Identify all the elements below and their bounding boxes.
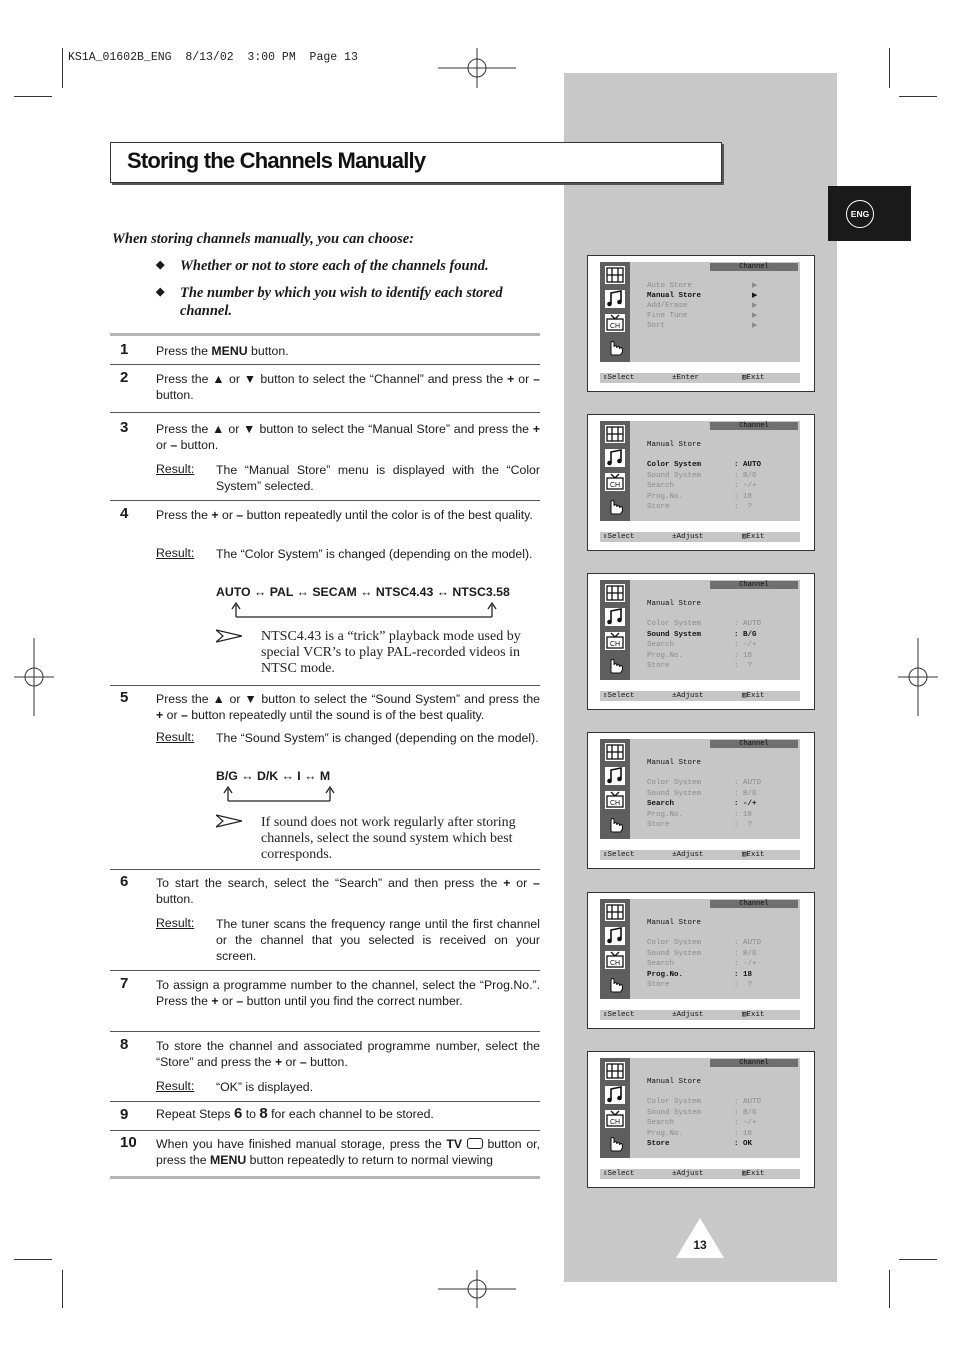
right-arrow-icon: ▶ bbox=[752, 312, 758, 319]
step-text: Repeat Steps 6 to 8 for each channel to be stored. bbox=[156, 1105, 434, 1122]
osd-footer-hint: ▥Exit bbox=[742, 1011, 765, 1019]
sound-icon bbox=[603, 447, 627, 469]
osd-row-label: Prog.No. bbox=[647, 970, 684, 979]
osd-menu-item: Manual Store bbox=[647, 292, 702, 300]
result-text: The “Manual Store” menu is displayed with the “Color System” selected. bbox=[216, 463, 540, 493]
svg-text:CH: CH bbox=[609, 482, 621, 489]
step-text: Press the MENU button. bbox=[156, 344, 289, 358]
step-number: 5 bbox=[120, 689, 129, 706]
osd-row-label: Store bbox=[647, 503, 670, 511]
result-label: Result: bbox=[156, 916, 195, 930]
osd-screen bbox=[587, 1051, 815, 1188]
step-divider bbox=[110, 970, 540, 971]
osd-row-label: Store bbox=[647, 981, 670, 989]
osd-menu-area bbox=[600, 899, 800, 999]
picture-icon bbox=[603, 901, 627, 923]
osd-row-label: Sound System bbox=[647, 789, 702, 798]
cycle-arrow bbox=[228, 601, 500, 619]
svg-text:CH: CH bbox=[609, 800, 621, 807]
osd-menu-item: Auto Store bbox=[647, 282, 693, 290]
osd-icon-column bbox=[600, 421, 630, 521]
osd-row-label: Store bbox=[647, 1140, 670, 1148]
osd-row-label: Search bbox=[647, 800, 675, 808]
bullet-icon: ◆ bbox=[156, 259, 165, 271]
osd-row-value: : B/G bbox=[734, 630, 757, 639]
osd-row-value: : ? bbox=[734, 821, 753, 829]
osd-row-value: : 18 bbox=[734, 492, 753, 501]
channel-icon bbox=[603, 312, 627, 334]
note-text: NTSC4.43 is a “trick” playback mode used by special VCR’s to play PAL-recorded videos in NTSC mode. bbox=[261, 629, 521, 676]
registration-mark-right bbox=[898, 638, 938, 716]
result-text: “OK” is displayed. bbox=[216, 1080, 314, 1094]
osd-footer-hint: ▥Exit bbox=[742, 851, 765, 859]
osd-row-value: : AUTO bbox=[734, 1098, 762, 1106]
bullet-icon: ◆ bbox=[156, 286, 165, 298]
intro bbox=[112, 231, 542, 319]
osd-row-label: Sound System bbox=[647, 949, 702, 958]
osd-row-label: Prog.No. bbox=[647, 651, 684, 660]
step-number: 4 bbox=[120, 505, 129, 522]
step-divider bbox=[110, 364, 540, 365]
print-slug: KS1A_01602B_ENG 8/13/02 3:00 PM Page 13 bbox=[68, 51, 358, 64]
osd-icon-column bbox=[600, 580, 630, 680]
osd-header: Channel bbox=[710, 740, 798, 748]
osd-footer-hint: ±Adjust bbox=[672, 1170, 704, 1178]
steps-bottom-rule bbox=[110, 1176, 540, 1179]
osd-row-value: : -/+ bbox=[734, 641, 757, 649]
step-divider bbox=[110, 412, 540, 413]
osd-header: Channel bbox=[710, 263, 798, 271]
svg-text:CH: CH bbox=[609, 641, 621, 648]
language-tab bbox=[828, 186, 911, 241]
osd-footer-hint: ±Adjust bbox=[672, 533, 704, 541]
channel-icon bbox=[603, 1108, 627, 1130]
osd-row-value: : B/G bbox=[734, 789, 757, 798]
osd-row-value: : B/G bbox=[734, 949, 757, 958]
channel-icon bbox=[603, 630, 627, 652]
step-number: 1 bbox=[120, 341, 129, 358]
osd-menu-item: Add/Erase bbox=[647, 302, 688, 310]
osd-row-value: : AUTO bbox=[734, 620, 762, 628]
step-divider bbox=[110, 685, 540, 686]
crop-mark bbox=[899, 1259, 937, 1260]
picture-icon bbox=[603, 741, 627, 763]
osd-row-label: Color System bbox=[647, 1098, 702, 1106]
step-divider bbox=[110, 1101, 540, 1102]
osd-header: Channel bbox=[710, 1059, 798, 1067]
osd-screen bbox=[587, 892, 815, 1029]
step-text: To store the channel and associated programme number, select the “Store” and press the + or – button. bbox=[156, 1039, 540, 1069]
osd-header: Channel bbox=[710, 422, 798, 430]
step-divider bbox=[110, 1130, 540, 1131]
crop-mark bbox=[889, 48, 890, 88]
osd-icon-column bbox=[600, 1058, 630, 1158]
sound-icon bbox=[603, 606, 627, 628]
picture-icon bbox=[603, 264, 627, 286]
result-label: Result: bbox=[156, 546, 195, 560]
osd-footer-hint: ▥Exit bbox=[742, 533, 765, 541]
osd-row-label: Search bbox=[647, 1119, 675, 1127]
picture-icon bbox=[603, 582, 627, 604]
osd-row-label: Search bbox=[647, 482, 675, 490]
osd-row-label: Color System bbox=[647, 939, 702, 947]
step-divider bbox=[110, 500, 540, 501]
osd-menu-area bbox=[600, 1058, 800, 1158]
osd-menu-area bbox=[600, 739, 800, 839]
sound-system-sequence: B/G ↔ D/K ↔ I ↔ M bbox=[216, 769, 331, 783]
step-number: 3 bbox=[120, 419, 129, 436]
step-number: 8 bbox=[120, 1036, 129, 1053]
osd-footer-hint: ⇕Select bbox=[603, 374, 635, 382]
right-arrow-icon: ▶ bbox=[752, 282, 758, 289]
osd-footer-hint: ±Enter bbox=[672, 374, 700, 382]
svg-text:CH: CH bbox=[609, 323, 621, 330]
step-number: 6 bbox=[120, 873, 129, 890]
osd-row-value: : B/G bbox=[734, 1108, 757, 1117]
result-label: Result: bbox=[156, 730, 195, 744]
page-title: Storing the Channels Manually bbox=[127, 148, 426, 173]
result-label: Result: bbox=[156, 1079, 195, 1093]
osd-row-value: : 18 bbox=[734, 970, 753, 979]
osd-row-label: Prog.No. bbox=[647, 1129, 684, 1138]
osd-footer-hint: ⇕Select bbox=[603, 692, 635, 700]
step-number: 7 bbox=[120, 975, 129, 992]
osd-icon-column bbox=[600, 899, 630, 999]
crop-mark bbox=[14, 96, 52, 97]
osd-row-label: Sound System bbox=[647, 1108, 702, 1117]
picture-icon bbox=[603, 1060, 627, 1082]
osd-footer-hint: ⇕Select bbox=[603, 533, 635, 541]
intro-bullet: Whether or not to store each of the channels found. bbox=[180, 258, 489, 274]
osd-row-label: Sound System bbox=[647, 471, 702, 480]
osd-footer-hint: ▥Exit bbox=[742, 374, 765, 382]
osd-row-label: Search bbox=[647, 641, 675, 649]
osd-footer-hint: ▥Exit bbox=[742, 692, 765, 700]
osd-footer bbox=[600, 691, 800, 701]
registration-mark-top bbox=[438, 48, 516, 88]
color-system-sequence: AUTO ↔ PAL ↔ SECAM ↔ NTSC4.43 ↔ NTSC3.58 bbox=[216, 585, 510, 599]
step-text: When you have finished manual storage, press the TV button or, press the MENU button repeatedly to return to normal viewing bbox=[156, 1137, 541, 1167]
crop-mark bbox=[62, 48, 63, 88]
osd-screen bbox=[587, 414, 815, 551]
osd-row-value: : 18 bbox=[734, 1129, 753, 1138]
osd-row-value: : ? bbox=[734, 503, 753, 511]
channel-icon bbox=[603, 789, 627, 811]
step-number: 2 bbox=[120, 369, 129, 386]
right-arrow-icon: ▶ bbox=[752, 302, 758, 309]
page-number: 13 bbox=[693, 1238, 707, 1252]
step-number: 9 bbox=[120, 1106, 129, 1123]
osd-row-label: Prog.No. bbox=[647, 810, 684, 819]
registration-mark-bottom bbox=[438, 1270, 516, 1308]
osd-subtitle: Manual Store bbox=[647, 919, 702, 927]
osd-footer bbox=[600, 850, 800, 860]
result-text: The “Color System” is changed (depending on the model). bbox=[216, 547, 533, 561]
setup-hand-icon bbox=[603, 813, 627, 835]
step-text: Press the ▲ or ▼ button to select the “Manual Store” and press the + or – button. bbox=[156, 422, 540, 452]
step-text: To start the search, select the “Search” and then press the + or – button. bbox=[156, 876, 540, 906]
osd-row-label: Prog.No. bbox=[647, 492, 684, 501]
sound-icon bbox=[603, 765, 627, 787]
step-text: Press the ▲ or ▼ button to select the “Sound System” and press the + or – button repeatedly until the sound is of the best quality. bbox=[156, 692, 540, 722]
osd-footer bbox=[600, 1169, 800, 1179]
osd-header: Channel bbox=[710, 900, 798, 908]
osd-footer-hint: ±Adjust bbox=[672, 851, 704, 859]
osd-row-value: : -/+ bbox=[734, 482, 757, 490]
osd-row-label: Color System bbox=[647, 620, 702, 628]
setup-hand-icon bbox=[603, 495, 627, 517]
result-text: The tuner scans the frequency range until the first channel or the channel that you selected is received on your screen. bbox=[216, 917, 540, 963]
osd-menu-area bbox=[600, 262, 800, 362]
svg-text:CH: CH bbox=[609, 1119, 621, 1126]
osd-screen bbox=[587, 573, 815, 710]
note-pointer-icon bbox=[216, 814, 242, 828]
result-label: Result: bbox=[156, 462, 195, 476]
step-text: To assign a programme number to the channel, select the “Prog.No.”. Press the + or – button until you find the correct number. bbox=[156, 978, 540, 1008]
osd-icon-column bbox=[600, 262, 630, 362]
setup-hand-icon bbox=[603, 973, 627, 995]
osd-row-label: Sound System bbox=[647, 630, 702, 639]
steps-top-rule bbox=[110, 333, 540, 336]
osd-row-value: : 18 bbox=[734, 810, 753, 819]
right-arrow-icon: ▶ bbox=[752, 322, 758, 329]
note-text: If sound does not work regularly after storing channels, select the sound system which best corresponds. bbox=[261, 815, 516, 862]
osd-row-label: Color System bbox=[647, 461, 702, 469]
note-pointer-icon bbox=[216, 629, 242, 643]
intro-lead: When storing channels manually, you can choose: bbox=[112, 231, 414, 247]
osd-row-label: Store bbox=[647, 821, 670, 829]
osd-footer bbox=[600, 373, 800, 383]
title-box bbox=[110, 142, 722, 183]
osd-menu-area bbox=[600, 580, 800, 680]
osd-row-value: : AUTO bbox=[734, 939, 762, 947]
osd-row-value: : ? bbox=[734, 662, 753, 670]
osd-row-value: : OK bbox=[734, 1140, 753, 1148]
osd-footer-hint: ⇕Select bbox=[603, 1170, 635, 1178]
sound-icon bbox=[603, 925, 627, 947]
osd-subtitle: Manual Store bbox=[647, 441, 702, 449]
osd-row-value: : -/+ bbox=[734, 960, 757, 968]
osd-menu-item: Fine Tune bbox=[647, 312, 688, 320]
osd-subtitle: Manual Store bbox=[647, 1078, 702, 1086]
osd-subtitle: Manual Store bbox=[647, 600, 702, 608]
sound-icon bbox=[603, 1084, 627, 1106]
osd-subtitle: Manual Store bbox=[647, 759, 702, 767]
osd-footer-hint: ±Adjust bbox=[672, 1011, 704, 1019]
osd-header: Channel bbox=[710, 581, 798, 589]
setup-hand-icon bbox=[603, 336, 627, 358]
setup-hand-icon bbox=[603, 1132, 627, 1154]
osd-row-label: Store bbox=[647, 662, 670, 670]
step-divider bbox=[110, 869, 540, 870]
channel-icon bbox=[603, 949, 627, 971]
osd-screen bbox=[587, 732, 815, 869]
crop-mark bbox=[889, 1270, 890, 1308]
crop-mark bbox=[14, 1259, 52, 1260]
osd-icon-column bbox=[600, 739, 630, 839]
osd-footer-hint: ±Adjust bbox=[672, 692, 704, 700]
step-text: Press the ▲ or ▼ button to select the “Channel” and press the + or – button. bbox=[156, 372, 540, 402]
osd-footer bbox=[600, 532, 800, 542]
osd-row-value: : B/G bbox=[734, 471, 757, 480]
osd-footer-hint: ⇕Select bbox=[603, 851, 635, 859]
svg-text:CH: CH bbox=[609, 960, 621, 967]
step-divider bbox=[110, 1031, 540, 1032]
osd-row-value: : -/+ bbox=[734, 800, 757, 808]
crop-mark bbox=[899, 96, 937, 97]
osd-row-value: : AUTO bbox=[734, 779, 762, 787]
cycle-arrow bbox=[220, 785, 336, 803]
step-text: Press the + or – button repeatedly until the color is of the best quality. bbox=[156, 508, 533, 522]
result-text: The “Sound System” is changed (depending on the model). bbox=[216, 731, 539, 745]
right-arrow-icon: ▶ bbox=[752, 292, 758, 299]
osd-menu-item: Sort bbox=[647, 322, 666, 330]
osd-row-value: : 18 bbox=[734, 651, 753, 660]
osd-screen bbox=[587, 255, 815, 392]
osd-row-value: : -/+ bbox=[734, 1119, 757, 1127]
crop-mark bbox=[62, 1270, 63, 1308]
channel-icon bbox=[603, 471, 627, 493]
intro-bullet: The number by which you wish to identify each stored channel. bbox=[180, 285, 503, 319]
picture-icon bbox=[603, 423, 627, 445]
osd-footer bbox=[600, 1010, 800, 1020]
language-tab-label: ENG bbox=[846, 200, 874, 228]
osd-row-value: : ? bbox=[734, 981, 753, 989]
osd-menu-area bbox=[600, 421, 800, 521]
setup-hand-icon bbox=[603, 654, 627, 676]
step-number: 10 bbox=[120, 1134, 137, 1151]
osd-row-label: Search bbox=[647, 960, 675, 968]
registration-mark-left bbox=[14, 638, 54, 716]
sound-icon bbox=[603, 288, 627, 310]
osd-footer-hint: ▥Exit bbox=[742, 1170, 765, 1178]
osd-footer-hint: ⇕Select bbox=[603, 1011, 635, 1019]
osd-row-label: Color System bbox=[647, 779, 702, 787]
osd-row-value: : AUTO bbox=[734, 461, 762, 469]
